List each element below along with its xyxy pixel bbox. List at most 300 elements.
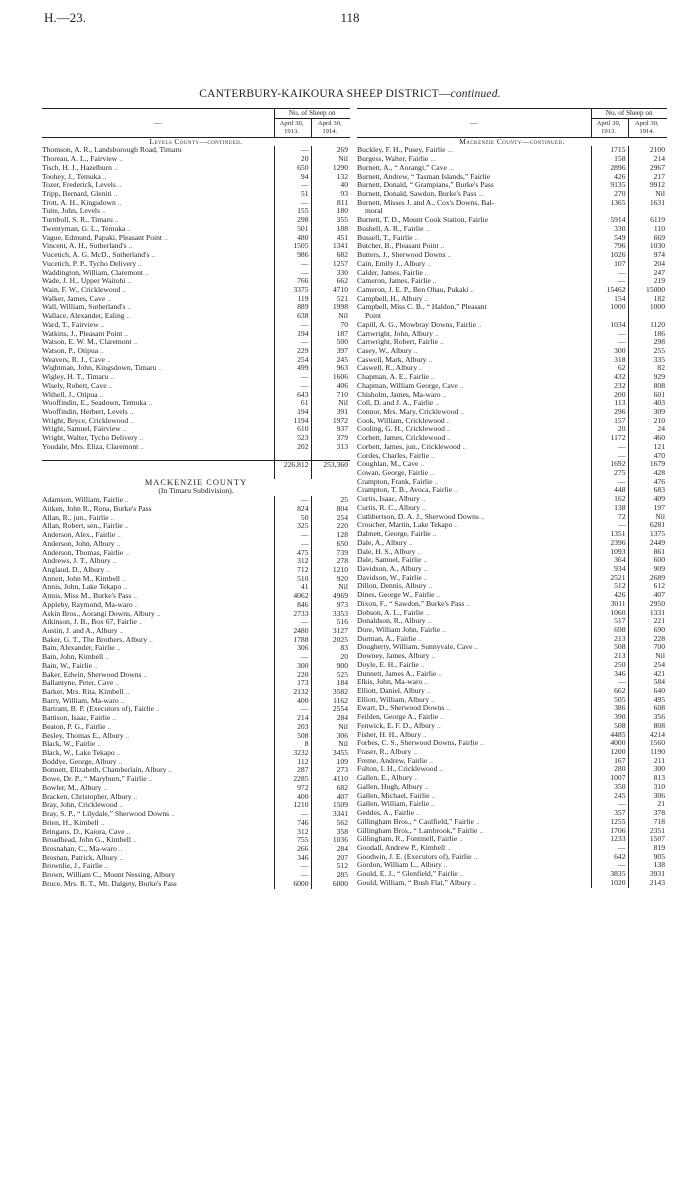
sheep-1914: 1331 [628,609,667,618]
right-table-body [357,109,667,888]
leader-dots: .. [430,373,435,382]
table-row [357,652,667,661]
table-row [42,714,350,723]
sheep-1913: 2480 [274,627,311,636]
table-row [357,548,667,557]
leader-dots: .. [129,408,134,416]
table-row [357,330,667,339]
owner-name-text: Caswell, R., Albury [357,364,418,373]
owner-name-text: Crampton, T. B., Avoca, Fairlie [357,486,453,495]
owner-name-text: Twentyman, G. L., Temuka [42,224,126,233]
sheep-1913: 505 [591,696,628,705]
leader-dots: .. [124,329,129,338]
sheep-1913: 287 [274,766,311,775]
sheep-1913: 1060 [591,609,628,618]
name-column-dash: — [153,117,162,127]
owner-name-text: Burnett, Misses J. and A., Cox's Downs, Bal- [357,198,495,207]
owner-name-text: Fraser, R., Albury [357,748,412,757]
sheep-1914: 1560 [628,739,667,748]
table-row [357,696,667,705]
table-row [357,879,667,888]
owner-name [42,146,274,155]
sheep-1914: 403 [628,399,667,408]
table-row [42,487,350,496]
owner-name [42,644,274,653]
table-row [357,286,667,295]
sheep-1914: 4969 [311,592,350,601]
table-row [42,828,350,837]
owner-name [42,356,274,365]
sheep-1914: 1509 [311,801,350,810]
sheep-1913: 1007 [591,774,628,783]
table-row [42,627,350,636]
owner-name-text: Gould, E. J., “ Glenfield,” Fairlie [357,870,458,879]
leader-dots: .. [125,548,129,557]
sheep-1914: 355 [311,216,350,225]
table-row [42,566,350,575]
leader-dots: .. [480,512,485,521]
owner-name-text: Tuite, John, Levels [42,207,100,216]
owner-name [357,792,591,801]
sheep-1913: 2396 [591,539,628,548]
leader-dots: .. [102,172,107,181]
owner-name-text: Bray, John, Cricklewood [42,801,118,810]
sheep-1913: 119 [274,295,311,304]
owner-name [357,835,591,844]
owner-name-text: Allan, R., jun., Fairlie [42,513,109,522]
sheep-1913: 312 [274,828,311,837]
table-row [42,303,350,312]
sheep-1914: 1341 [311,242,350,251]
table-row [42,862,350,871]
owner-name [42,164,274,173]
table-row [357,582,667,591]
table-row [42,190,350,199]
leader-dots: .. [112,714,117,723]
owner-name-text: Dorman, A., Fairlie [357,634,417,643]
table-row [42,819,350,828]
owner-name [357,164,591,173]
sheep-1913: 4485 [591,731,628,740]
owner-name [357,609,591,618]
sheep-1913: 2896 [591,164,628,173]
sheep-1913: — [591,269,628,278]
sheep-1913: 426 [591,173,628,182]
owner-name-text: Elkis, John, Ma-waro [357,678,423,687]
sheep-1913: 8 [274,740,311,749]
sheep-1913: 1351 [591,530,628,539]
owner-name [42,862,274,871]
sheep-1914: 6281 [628,521,667,530]
sheep-1913: 20 [591,425,628,434]
leader-dots: .. [447,434,451,443]
table-row [357,748,667,757]
table-row [42,723,350,732]
sheep-1913: 662 [591,687,628,696]
sheep-1914: 4214 [628,731,667,740]
owner-name-text: Austin, J. and A., Albury [42,626,118,635]
table-row [357,408,667,417]
sheep-1913: 448 [591,486,628,495]
sheep-1913: 357 [591,809,628,818]
owner-name [357,338,591,347]
owner-name [357,364,591,373]
sheep-1913: 162 [591,495,628,504]
sheep-1913: 4062 [274,592,311,601]
leader-dots: .. [446,425,451,434]
sheep-1914: 3582 [311,688,350,697]
owner-name-text: Vucetich, A. G. McD., Sutherland's [42,251,150,260]
leader-dots: .. [100,346,104,355]
owner-name [357,225,591,234]
table-row [42,610,350,619]
sheep-1914: 378 [628,809,667,818]
leader-dots: .. [122,285,127,294]
left-column [42,108,350,889]
sheep-1913: — [591,521,628,530]
owner-name-text: Annis, Miss M., Burke's Pass [42,592,132,601]
owner-name [357,853,591,862]
table-row [42,871,350,880]
sheep-1914: 1030 [628,242,667,251]
leader-dots: .. [427,259,432,268]
sheep-1914: 600 [628,556,667,565]
sheep-1914: 21 [628,800,667,809]
owner-name [357,434,591,443]
owner-name-text: Bushell, A. R., Fairlie [357,224,424,233]
owner-name-text: Dale, Samuel, Fairlie [357,556,422,565]
owner-name-text: Coll, D. and J. A., Fairlie [357,399,434,408]
table-row [42,277,350,286]
sheep-1914: 269 [311,146,350,155]
sheep-1913: 1505 [274,242,311,251]
leader-dots: .. [417,547,422,556]
sheep-1914: 121 [628,443,667,452]
sheep-1914: 525 [311,671,350,680]
owner-name [357,739,591,748]
sheep-1914: 718 [628,818,667,827]
sheep-1914: 110 [628,225,667,234]
owner-name-text: Baker, G. T., The Brothers, Albury [42,635,148,644]
sheep-1914: 330 [311,269,350,278]
table-row [42,522,350,531]
owner-name-text: Trott, A. H., Kingsdown [42,198,116,207]
table-row [357,312,667,321]
table-row [357,861,667,870]
sheep-1914: 2143 [628,879,667,888]
leader-dots: .. [127,303,132,312]
table-row [42,671,350,680]
owner-name-text: Curtis, R. C., Albury [357,503,421,512]
leader-dots: ... [430,155,436,164]
owner-name-text: Cartwright, Robert, Fairlie [357,338,438,347]
sheep-1913: 2132 [274,688,311,697]
leader-dots: .. [459,870,464,879]
owner-name-text: Wallace, Alexander, Ealing [42,312,125,321]
owner-name-text: Davidson, A., Albury [357,564,422,573]
table-row [42,784,350,793]
owner-name-text: Croucher, Martin, Lake Tekapo [357,521,453,530]
owner-name-text: Gordon, William L., Albury [357,861,442,870]
owner-name [357,417,591,426]
sheep-1914: 2689 [628,574,667,583]
sheep-1914: 83 [311,644,350,653]
sheep-1914: 254 [628,661,667,670]
sheep-1913: 2285 [274,775,311,784]
owner-name [42,793,274,802]
sheep-1913: — [591,443,628,452]
owner-name-text: Crampton, Frank, Fairlie [357,477,433,486]
owner-name-text: Bartram, B. P. (Executors of), Fairlie [42,705,154,714]
sheep-1914: 197 [628,504,667,513]
sheep-1913: 94 [274,173,311,182]
sheep-1914: 476 [628,478,667,487]
owner-name [357,617,591,626]
sheep-1913: 698 [591,626,628,635]
owner-name [357,190,591,199]
owner-name-text: Withell, J., Otipua [42,390,98,399]
owner-name-text: Burnett, Andrew, “ Tasman Islands,” Fairlie [357,172,490,181]
table-row [42,443,350,452]
sheep-1914: Nil [628,652,667,661]
leader-dots: .. [442,390,447,399]
sheep-1913: 202 [274,443,311,452]
owner-name [42,662,274,671]
table-row [357,617,667,626]
sheep-1914: 284 [311,714,350,723]
sheep-1913: 51 [274,190,311,199]
table-row [42,583,350,592]
leader-dots: .. [439,765,444,774]
sheep-1913: 712 [274,566,311,575]
table-row [42,880,350,889]
table-row [357,765,667,774]
leader-dots: .. [133,592,138,601]
owner-name-text: Wooffindin, E., Seadown, Temuka [42,399,147,408]
sheep-1914: 500 [311,338,350,347]
table-row [357,251,667,260]
sheep-1914: 584 [628,678,667,687]
sheep-1914: 808 [628,382,667,391]
leader-dots: .. [126,312,131,321]
leader-dots: .. [121,574,126,583]
sheep-1913: 325 [274,522,311,531]
table-row [42,557,350,566]
sheep-1914: 40 [311,181,350,190]
sheep-1913: 1788 [274,636,311,645]
sheep-1914: 407 [628,591,667,600]
owner-name [357,155,591,164]
owner-name [42,627,274,636]
sheep-1914: 861 [628,548,667,557]
sheep-1914: 409 [628,495,667,504]
owner-name [357,330,591,339]
owner-name-text: Bowler, M., Albury [42,783,102,792]
owner-name-text: Cowan, George, Fairlie [357,469,429,478]
sheep-1913: — [274,810,311,819]
owner-name-text: Gallen, E., Albury [357,774,413,783]
table-row [42,164,350,173]
sheep-1914: 335 [628,356,667,365]
owner-name-text: Brien, H., Kimbell [42,818,99,827]
owner-name [357,548,591,557]
owner-name [42,688,274,697]
sheep-1914: 24 [628,425,667,434]
leader-dots: .. [97,740,102,749]
sheep-1914: 138 [628,861,667,870]
owner-name [42,216,274,225]
owner-name-text: Connor, Mrs. Mary, Cricklewood [357,408,459,416]
sheep-1913: 213 [591,652,628,661]
owner-name-text: Gallen, Michael, Fairlie [357,791,430,800]
owner-name-text: Dillon, Dennis, Albury [357,582,427,591]
leader-dots: .. [118,757,123,766]
sheep-1913: — [591,844,628,853]
owner-name [42,583,274,592]
sheep-1913: 41 [274,583,311,592]
owner-name [357,269,591,278]
sheep-1914: 2449 [628,539,667,548]
owner-name-text: Vucetich, P. P., Tycho Delivery [42,259,137,268]
table-row [357,478,667,487]
sheep-1913: 1172 [591,434,628,443]
sheep-1913: 650 [274,164,311,173]
owner-name-text: Geddes, A., Fairlie [357,809,415,818]
sheep-1914: 1257 [311,260,350,269]
sheep-1913: 1715 [591,146,628,155]
owner-name-text: Appleby, Raymond, Ma-waro [42,600,133,609]
leader-dots: .. [138,618,143,627]
leader-dots: .. [110,513,115,522]
sheep-1914: 306 [311,732,350,741]
sheep-1914: 2025 [311,636,350,645]
owner-name-text: Anglaud, D., Albury [42,565,105,574]
table-row [357,827,667,836]
blank-row [42,470,350,479]
sheep-1913: 203 [274,723,311,732]
leader-dots: .. [424,294,429,303]
sheep-1913: 1210 [274,801,311,810]
county-subheading: (In Timaru Subdivision). [158,487,234,496]
leader-dots: .. [163,233,168,242]
owner-name-text: Aitken, John R., Rona, Burke's Pass [42,504,152,513]
owner-name-text: Wall, William, Sutherland's [42,303,126,312]
sheep-1914: 662 [311,277,350,286]
blank-cell [274,452,311,461]
table-row [357,181,667,190]
leader-dots: .. [432,277,437,286]
sheep-1914: 650 [311,540,350,549]
leader-dots: .. [117,181,122,190]
owner-name [357,452,591,461]
owner-name-text: Bonnett, Elizabeth, Chamberlain, Albury [42,766,167,775]
sheep-1914: 20 [311,653,350,662]
owner-name-text: Buckley, F. H., Pusey, Fairlie [357,146,446,155]
sheep-1914: 186 [628,330,667,339]
leader-dots: .. [434,329,439,338]
sheep-1914: 210 [628,417,667,426]
owner-name [42,391,274,400]
sheep-1914: 521 [311,295,350,304]
sheep-1913: 824 [274,505,311,514]
owner-name [357,870,591,879]
table-row [357,391,667,400]
table-row [42,479,350,488]
owner-name-text: Fisher, H. H., Albury [357,730,422,739]
sheep-1913: 364 [591,556,628,565]
owner-name [357,286,591,295]
table-row [42,540,350,549]
leader-dots: .. [158,364,163,373]
table-row [42,408,350,417]
owner-name [42,155,274,164]
sheep-1913: 2733 [274,610,311,619]
owner-name-text: Vague, Edmund, Papaki, Pleasant Point [42,233,163,242]
table-row [357,382,667,391]
table-row [357,591,667,600]
sheep-1914: 217 [628,173,667,182]
leader-dots: .. [432,530,437,539]
table-row [357,199,667,208]
sheep-1914: 128 [311,531,350,540]
sheep-1914: 220 [311,522,350,531]
owner-name-text: Chapman, A. E., Fairlie [357,373,429,382]
page-number: 118 [340,10,360,25]
table-row [357,164,667,173]
sheep-1914: 278 [311,557,350,566]
leader-dots: .. [128,242,133,251]
leader-dots: .. [117,531,121,540]
sheep-1913: 934 [591,565,628,574]
leader-dots: .. [114,216,119,225]
section-heading-text: Levels County—continued. [149,137,243,146]
sheep-1913: 194 [274,330,311,339]
sheep-1913: — [591,277,628,286]
owner-name [357,713,591,722]
right-column [357,108,667,888]
sheep-1913: 642 [591,853,628,862]
sheep-1914: 221 [628,617,667,626]
owner-name-text: Cameron, J. E. P., Ben Ohau, Pukaki [357,285,469,294]
sheep-1914: 905 [628,853,667,862]
table-row [42,399,350,408]
sheep-1913: — [274,181,311,190]
leader-dots: .. [454,486,458,495]
sheep-1913: 112 [274,758,311,767]
leader-dots: .. [123,583,127,592]
table-row [42,644,350,653]
table-row [42,216,350,225]
owner-name [42,740,274,749]
sheep-1913: 4000 [591,739,628,748]
owner-name-text: Watkins, J., Pleasant Point [42,329,123,338]
owner-name [42,775,274,784]
table-row [357,783,667,792]
sheep-1914: Nil [628,190,667,199]
table-row [42,251,350,260]
table-row [42,234,350,243]
sheep-1914: 3353 [311,610,350,619]
owner-name [357,652,591,661]
owner-name-text: Chisholm, James, Ma-waro [357,390,441,399]
sheep-1914: 1036 [311,836,350,845]
owner-name [357,460,591,469]
owner-name-text: Wooffindin, Herbert, Levels [42,408,128,416]
leader-dots: .. [99,390,104,399]
owner-name [42,199,274,208]
table-row [357,207,667,216]
owner-name [42,871,274,880]
